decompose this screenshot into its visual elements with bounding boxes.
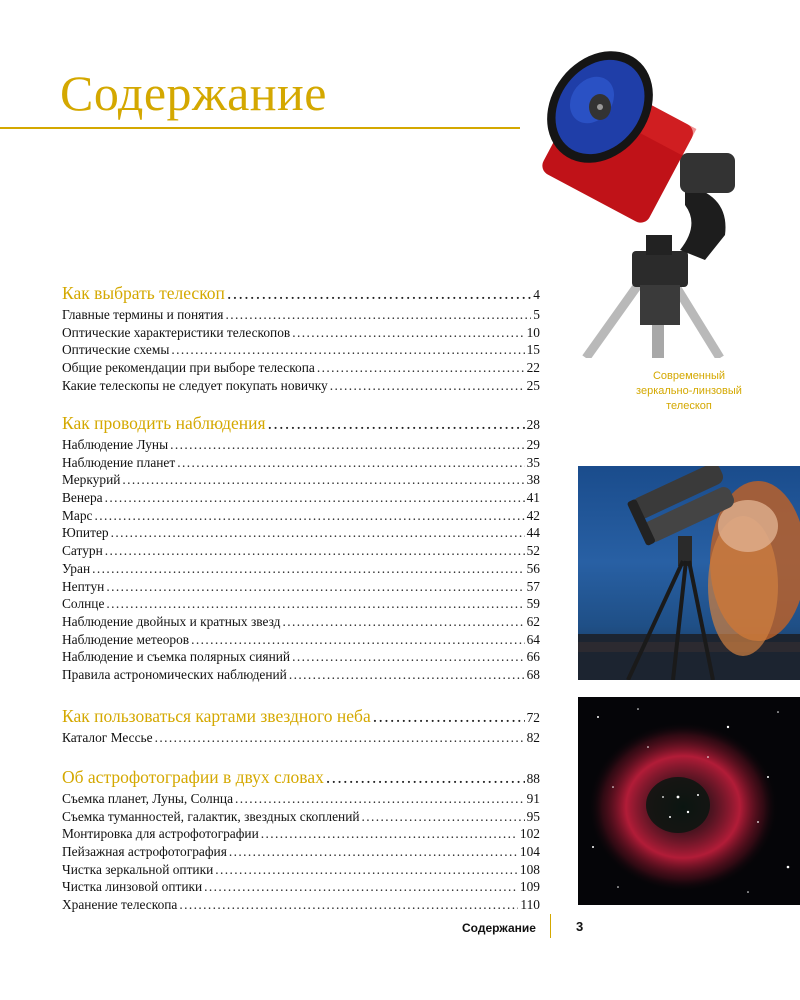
page-number: 3: [576, 919, 584, 934]
entry-page: 110: [520, 897, 540, 913]
entry-page: 41: [526, 490, 540, 506]
entry-page: 44: [526, 525, 540, 541]
dot-leader: [326, 767, 525, 788]
section-page: 88: [526, 771, 540, 786]
telescope-caption: [578, 369, 800, 414]
entry-page: 25: [526, 377, 540, 393]
toc-section: [62, 706, 540, 748]
toc-entry[interactable]: [62, 525, 540, 543]
entry-page: 91: [526, 791, 540, 806]
telescope-photo: [520, 35, 800, 358]
footer-divider: [550, 914, 551, 938]
dot-leader: [179, 897, 518, 913]
dot-leader: [155, 730, 525, 746]
entry-label: Юпитер: [62, 525, 109, 541]
entry-page: 29: [526, 437, 540, 452]
toc-entry[interactable]: [62, 561, 540, 579]
entry-page: 35: [526, 454, 540, 470]
entry-label: Сатурн: [62, 543, 103, 559]
section-title: Как выбрать телескоп: [62, 283, 225, 303]
entry-label: Меркурий: [62, 472, 121, 488]
entry-label: Общие рекомендации при выборе телескопа: [62, 360, 315, 376]
dot-leader: [215, 862, 518, 878]
dot-leader: [330, 378, 525, 394]
dot-leader: [111, 525, 525, 541]
caption-line: зеркально-линзовый: [636, 385, 742, 397]
toc-entry[interactable]: [62, 879, 540, 897]
entry-page: 102: [519, 826, 540, 842]
entry-label: Какие телескопы не следует покупать новичку: [62, 377, 328, 393]
toc-entry[interactable]: [62, 307, 540, 325]
toc-entry[interactable]: [62, 649, 540, 667]
section-page: 4: [533, 287, 540, 302]
section-title: Как пользоваться картами звездного неба: [62, 706, 371, 726]
dot-leader: [227, 283, 531, 304]
entry-page: 108: [519, 861, 540, 877]
toc-section-heading[interactable]: [62, 706, 540, 730]
entry-label: Оптические характеристики телескопов: [62, 324, 291, 340]
dot-leader: [105, 490, 525, 506]
dot-leader: [373, 706, 525, 727]
entry-page: 38: [526, 472, 540, 488]
entry-label: Пейзажная астрофотография: [62, 844, 227, 860]
entry-label: Наблюдение двойных и кратных звезд: [62, 613, 281, 629]
dot-leader: [95, 508, 525, 524]
dot-leader: [122, 472, 524, 488]
dot-leader: [92, 561, 525, 577]
toc-entry[interactable]: [62, 826, 540, 844]
dot-leader: [191, 632, 525, 648]
entry-page: 82: [526, 730, 540, 745]
dot-leader: [268, 413, 525, 434]
dot-leader: [292, 649, 525, 665]
dot-leader: [292, 325, 524, 341]
toc-entry[interactable]: [62, 730, 540, 748]
entry-label: Правила астрономических наблюдений: [62, 666, 287, 682]
entry-page: 52: [526, 543, 540, 559]
dot-leader: [289, 667, 525, 683]
toc-entry[interactable]: [62, 472, 540, 490]
entry-label: Оптические схемы: [62, 342, 170, 358]
entry-page: 5: [533, 307, 540, 322]
entry-page: 95: [526, 808, 540, 824]
toc-entry[interactable]: [62, 844, 540, 862]
toc-entry[interactable]: [62, 378, 540, 396]
dot-leader: [362, 809, 525, 825]
toc-entry[interactable]: [62, 508, 540, 526]
section-title: Об астрофотографии в двух словах: [62, 767, 324, 787]
dot-leader: [106, 596, 524, 612]
entry-page: 68: [526, 666, 540, 682]
dot-leader: [317, 360, 525, 376]
section-page: 72: [526, 710, 540, 725]
section-title: Как проводить наблюдения: [62, 413, 266, 433]
entry-label: Наблюдение планет: [62, 454, 176, 470]
dot-leader: [177, 455, 524, 471]
entry-page: 64: [526, 631, 540, 647]
entry-label: Каталог Мессье: [62, 730, 153, 745]
entry-label: Наблюдение и съемка полярных сияний: [62, 649, 291, 665]
toc-entry[interactable]: [62, 596, 540, 614]
toc-section: [62, 767, 540, 915]
entry-page: 59: [526, 596, 540, 612]
toc-entry[interactable]: [62, 490, 540, 508]
caption-line: телескоп: [666, 400, 712, 412]
entry-label: Чистка зеркальной оптики: [62, 861, 214, 877]
toc-entry[interactable]: [62, 632, 540, 650]
toc-entry[interactable]: [62, 342, 540, 360]
entry-page: 42: [526, 507, 540, 523]
entry-label: Главные термины и понятия: [62, 307, 224, 322]
entry-label: Съемка туманностей, галактик, звездных скоплений: [62, 808, 360, 824]
dot-leader: [261, 826, 518, 842]
dot-leader: [229, 844, 518, 860]
page-title: Содержание: [60, 65, 327, 121]
entry-label: Съемка планет, Луны, Солнца: [62, 791, 234, 806]
entry-label: Наблюдение Луны: [62, 437, 169, 452]
dot-leader: [106, 579, 524, 595]
dot-leader: [105, 543, 525, 559]
entry-page: 109: [519, 879, 540, 895]
dot-leader: [235, 791, 525, 807]
entry-page: 15: [526, 342, 540, 358]
entry-page: 57: [526, 578, 540, 594]
footer-section-label: Содержание: [462, 921, 536, 935]
entry-label: Уран: [62, 560, 91, 576]
toc-entry[interactable]: [62, 455, 540, 473]
dot-leader: [170, 437, 525, 453]
binocular-observer-photo: [578, 466, 800, 680]
entry-label: Наблюдение метеоров: [62, 631, 190, 647]
toc-section-heading[interactable]: [62, 767, 540, 791]
dot-leader: [171, 342, 524, 358]
toc-section-heading[interactable]: [62, 283, 540, 307]
entry-label: Нептун: [62, 578, 105, 594]
entry-page: 56: [526, 560, 540, 576]
toc-section: [62, 283, 540, 395]
entry-page: 10: [526, 324, 540, 340]
toc-entry[interactable]: [62, 667, 540, 685]
entry-page: 22: [526, 360, 540, 376]
entry-label: Марс: [62, 507, 93, 523]
toc-entry[interactable]: [62, 791, 540, 809]
entry-page: 104: [519, 844, 540, 860]
toc-entry[interactable]: [62, 360, 540, 378]
toc-entry[interactable]: [62, 543, 540, 561]
toc-entry[interactable]: [62, 579, 540, 597]
toc-section: [62, 413, 540, 685]
toc-entry[interactable]: [62, 897, 540, 915]
nebula-photo: [578, 697, 800, 905]
entry-page: 66: [526, 649, 540, 665]
caption-line: Современный: [652, 370, 726, 382]
entry-label: Солнце: [62, 596, 105, 612]
toc-entry[interactable]: [62, 614, 540, 632]
dot-leader: [204, 879, 518, 895]
toc-entry[interactable]: [62, 437, 540, 455]
dot-leader: [282, 614, 524, 630]
toc-entry[interactable]: [62, 325, 540, 343]
entry-label: Монтировка для астрофотографии: [62, 826, 259, 842]
toc-section-heading[interactable]: [62, 413, 540, 437]
dot-leader: [225, 307, 531, 323]
section-page: 28: [526, 417, 540, 432]
toc-entry[interactable]: [62, 809, 540, 827]
entry-page: 62: [526, 613, 540, 629]
entry-label: Чистка линзовой оптики: [62, 879, 203, 895]
toc-entry[interactable]: [62, 862, 540, 880]
entry-label: Хранение телескопа: [62, 897, 178, 913]
entry-label: Венера: [62, 490, 103, 506]
